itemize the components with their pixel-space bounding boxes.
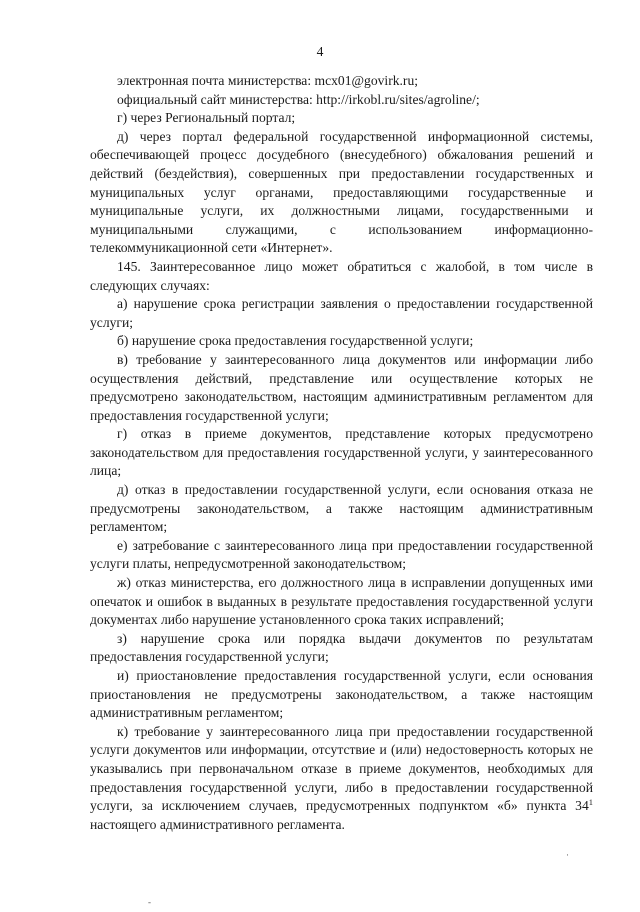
case-k-superscript: 1 xyxy=(588,797,593,808)
scan-speck: - xyxy=(148,897,151,907)
paragraph-regional-portal: г) через Региональный портал; xyxy=(117,110,296,126)
document-body xyxy=(90,72,593,834)
page-number: 4 xyxy=(316,44,324,59)
case-z: з) нарушение срока или порядка выдачи документов по результатам предоставления государственной услуги; xyxy=(90,630,593,665)
case-k-text-end: настоящего административного регламента. xyxy=(90,816,345,832)
scan-speck: · xyxy=(566,850,569,860)
case-a: а) нарушение срока регистрации заявления о предоставлении государственной услуги; xyxy=(90,296,593,330)
case-k-text: к) требование у заинтересованного лица при предоставлении государственной услуги документов или информации, отсутствие и (или) недостоверность которых не указывались при первоначальном отказе в приеме документов, необходимых для предоставления государственной услуги, либо в предоставлении государственной услуги, за исключением случаев, предусмотренных подпунктом «б» пункта 34 xyxy=(90,723,593,814)
case-zh: ж) отказ министерства, его должностного лица в исправлении допущенных ими опечаток и ошибок в выданных в результате предоставления государственной услуги документах либо нарушение установленного срока таких исправлений; xyxy=(90,575,593,628)
paragraph-website: официальный сайт министерства: http://irkobl.ru/sites/agroline/; xyxy=(117,91,480,107)
paragraph-145: 145. Заинтересованное лицо может обратиться с жалобой, в том числе в следующих случаях: xyxy=(90,258,593,293)
case-b: б) нарушение срока предоставления государственной услуги; xyxy=(117,333,474,349)
case-i: и) приостановление предоставления государственной услуги, если основания приостановления не предусмотрены законодательством, а также настоящим административным регламентом; xyxy=(90,668,593,721)
case-e: е) затребование с заинтересованного лица при предоставлении государственной услуги платы, непредусмотренной законодательством; xyxy=(90,537,593,572)
case-g: г) отказ в приеме документов, представление которых предусмотрено законодательством для предоставления государственной услуги, у заинтересованного лица; xyxy=(90,426,593,479)
case-v: в) требование у заинтересованного лица документов или информации либо осуществления действий, представление или осуществление которых не предусмотрено законодательством, настоящим административным регламентом для предоставления государственной услуги; xyxy=(90,351,593,423)
paragraph-email: электронная почта министерства: mcx01@govirk.ru; xyxy=(117,73,419,88)
case-k xyxy=(90,723,593,835)
case-d: д) отказ в предоставлении государственной услуги, если основания отказа не предусмотрены законодательством, а также настоящим административным регламентом; xyxy=(90,482,593,535)
paragraph-federal-portal: д) через портал федеральной государственной информационной системы, обеспечивающей процесс досудебного (внесудебного) обжалования решений и действий (бездействия), совершенных при предоставлении государственных и муниципальных услуг органами, предоставляющими государственные и муниципальные услуги, их должностными лицами, государственными и муниципальными служащими, с использованием информационно-телекоммуникационной сети «Интернет». xyxy=(90,128,593,256)
